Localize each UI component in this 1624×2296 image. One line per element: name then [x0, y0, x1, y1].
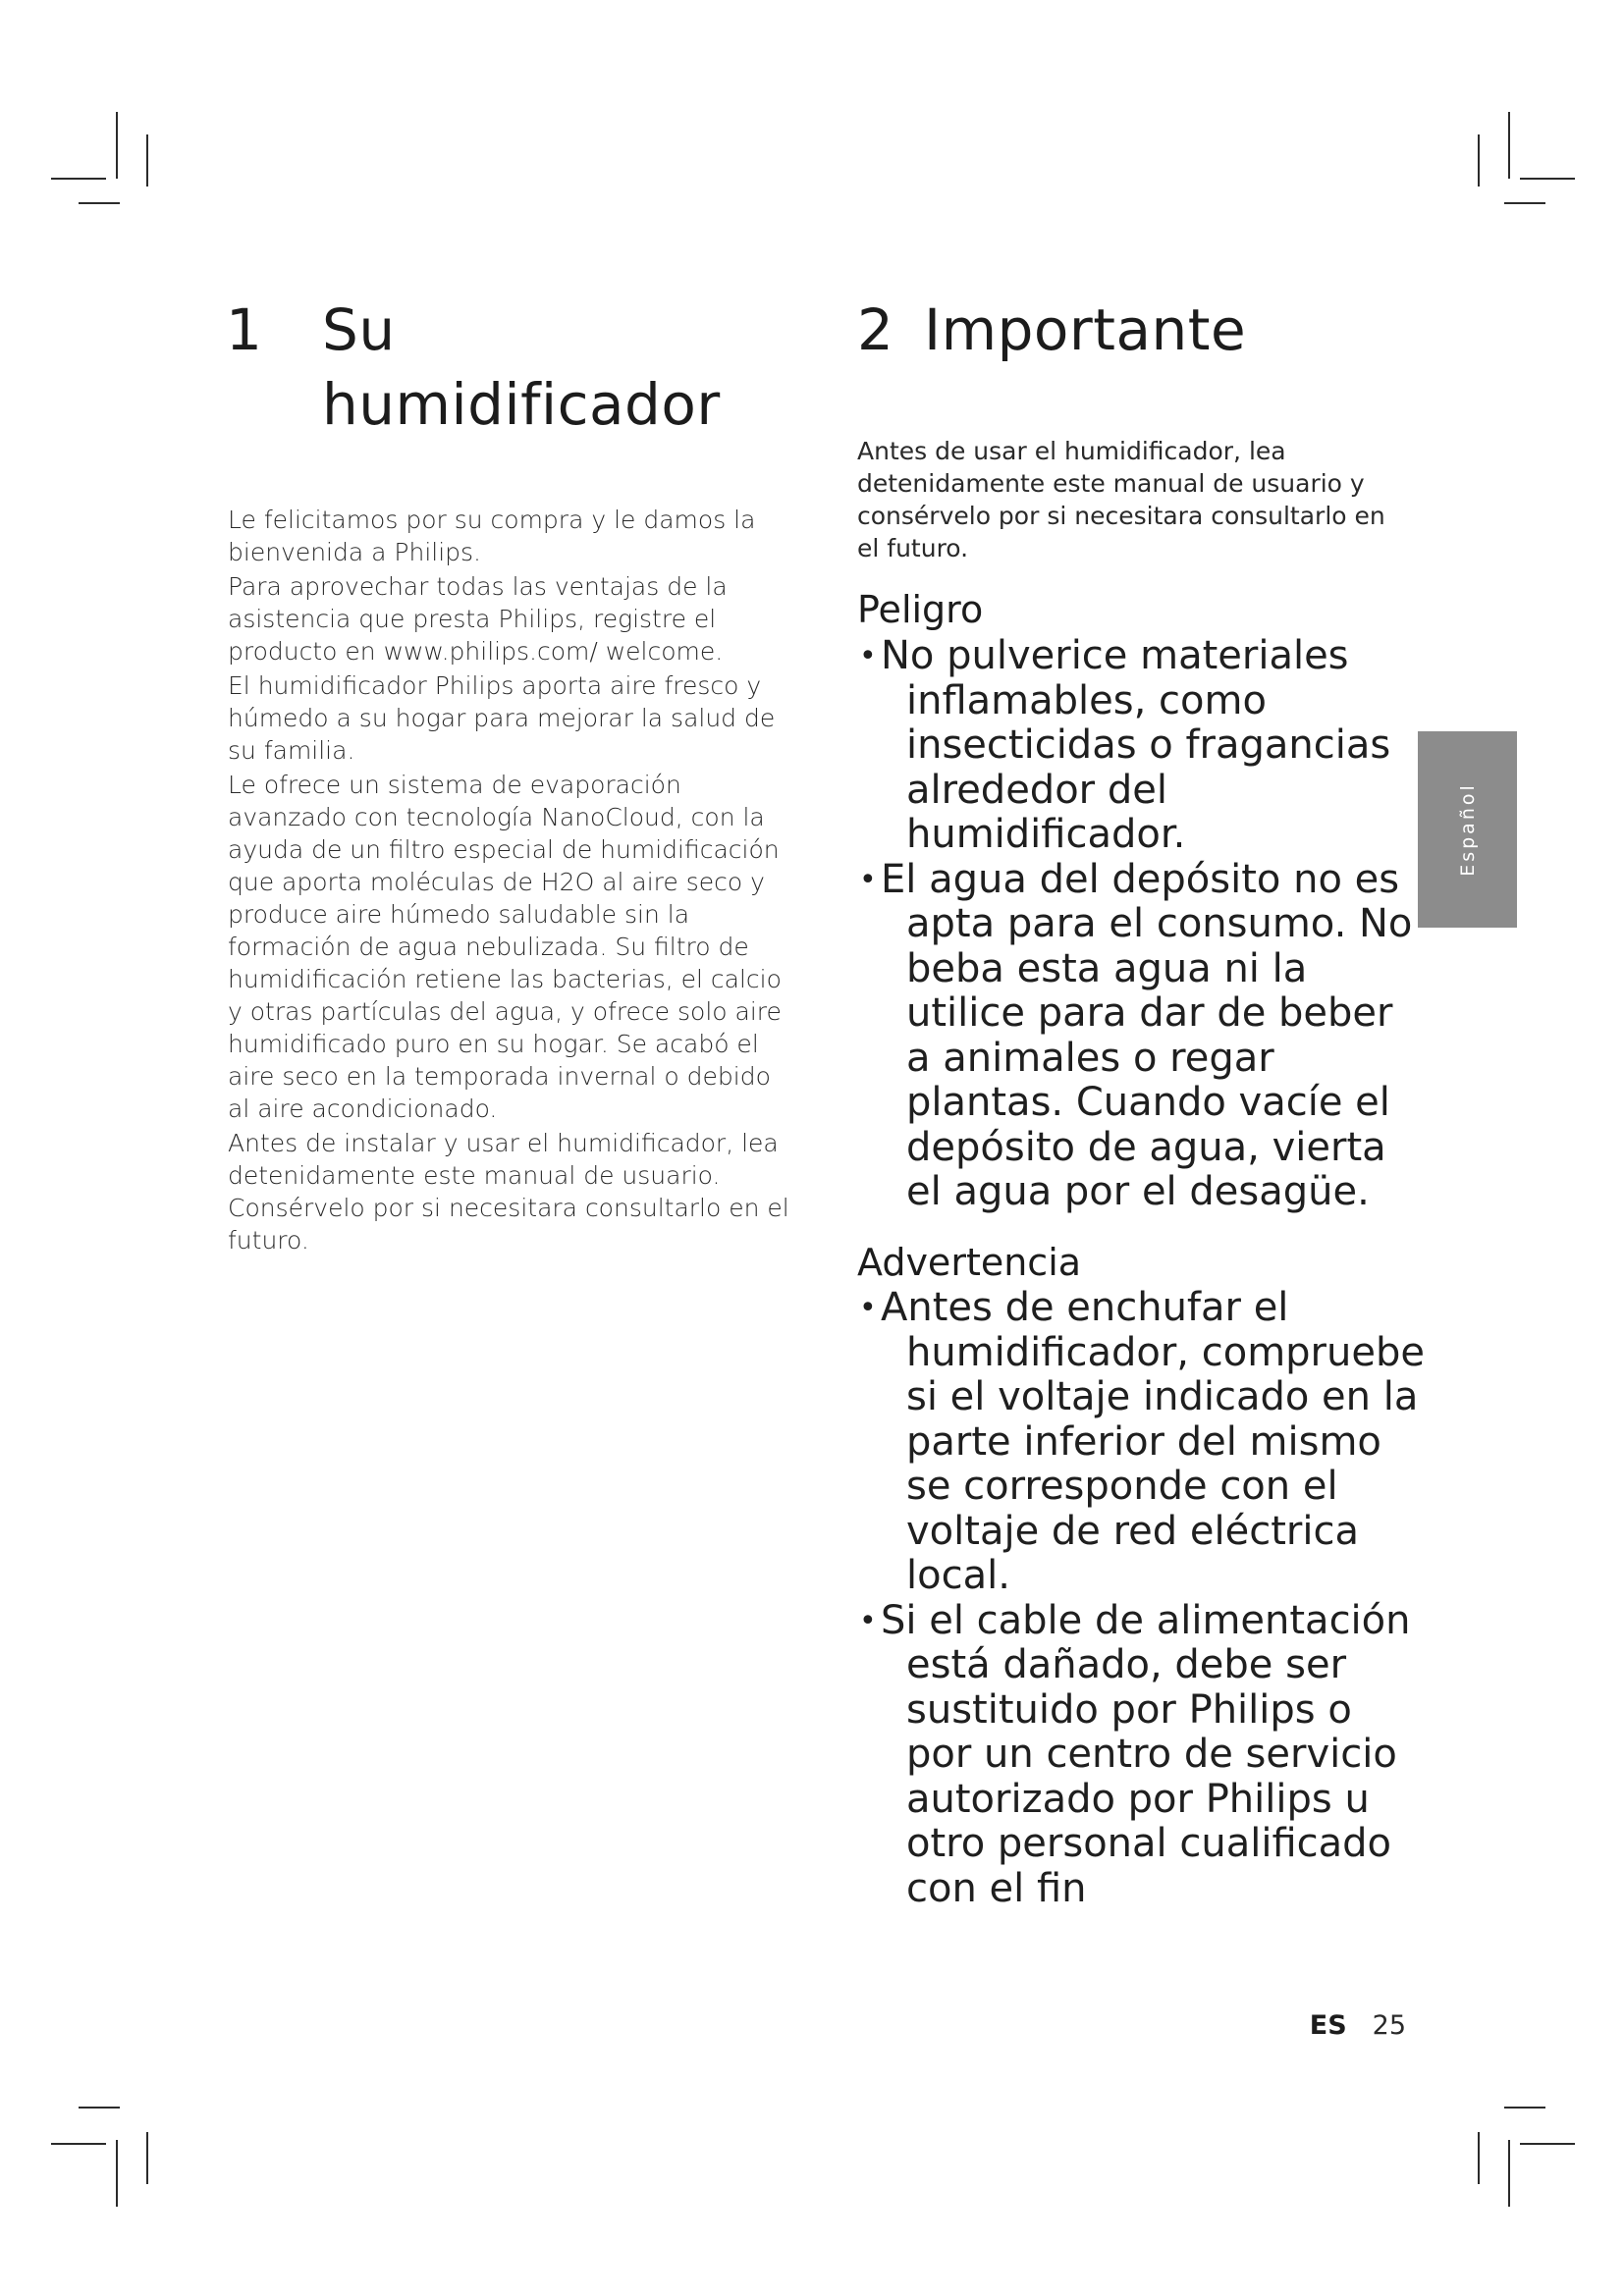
section-number: 2 [857, 296, 894, 363]
paragraph: Le ofrece un sistema de evaporación avanzado con tecnología NanoCloud, con la ayuda de un filtro especial de humidificación que aporta moléculas de H2O al aire seco y produce aire húmedo saludable sin la formación de agua nebulizada. Su filtro de humidificación retiene las bacterias, el calcio y otras partículas del agua, y ofrece solo aire humidificado puro en su hogar. Se acabó el aire seco en la temporada invernal o debido al aire acondicionado. [228, 771, 782, 1123]
language-tab [1418, 731, 1517, 928]
section-2-intro: Antes de usar el humidificador, lea detenidamente este manual de usuario y consérvelo por si necesitara consultarlo en el futuro. [857, 437, 1385, 562]
bullet-icon: • [859, 1603, 877, 1638]
peligro-heading: Peligro [857, 588, 984, 631]
list-item-text: Si el cable de alimentación está dañado, debe ser sustituido por Philips o por un centro de servicio autorizado por Philips u otro personal cualificado con el fin [881, 1597, 1411, 1911]
advertencia-list [857, 1286, 1427, 1911]
paragraph: Para aprovechar todas las ventajas de la asistencia que presta Philips, registre el producto en www.philips.com/ welcome. [228, 572, 728, 666]
list-item [857, 1599, 1427, 1912]
paragraph: Antes de instalar y usar el humidificador, lea detenidamente este manual de usuario. Consérvelo por si necesitara consultarlo en el futuro. [228, 1129, 789, 1255]
advertencia-heading: Advertencia [857, 1241, 1082, 1284]
list-item-text: No pulverice materiales inflamables, como insecticidas o fragancias alrededor del humidificador. [881, 633, 1391, 857]
peligro-list [857, 634, 1427, 1215]
page-footer [1310, 2010, 1406, 2041]
list-item [857, 634, 1427, 858]
bullet-icon: • [859, 862, 877, 897]
bullet-icon: • [859, 639, 877, 673]
language-code: ES [1309, 2010, 1347, 2041]
section-1-body [228, 504, 797, 1258]
list-item [857, 858, 1427, 1215]
list-item [857, 1286, 1427, 1599]
paragraph: El humidificador Philips aporta aire fresco y húmedo a su hogar para mejorar la salud de su familia. [228, 671, 776, 765]
bullet-icon: • [859, 1291, 877, 1325]
list-item-text: El agua del depósito no es apta para el consumo. No beba esta agua ni la utilice para dar de beber a animales o regar plantas. Cuando vacíe el depósito de agua, vierta el agua por el desagüe. [881, 856, 1413, 1214]
paragraph: Le felicitamos por su compra y le damos la bienvenida a Philips. [228, 506, 756, 566]
list-item-text: Antes de enchufar el humidificador, compruebe si el voltaje indicado en la parte inferior del mismo se corresponde con el voltaje de red eléctrica local. [881, 1285, 1425, 1598]
section-2-title [857, 293, 1246, 367]
section-title-line: humidificador [322, 371, 721, 438]
section-title-line: Su [322, 296, 396, 363]
section-title-text: Importante [924, 296, 1247, 363]
page-number: 25 [1372, 2010, 1406, 2041]
section-1-title [226, 293, 721, 442]
section-number: 1 [226, 296, 263, 363]
language-tab-label: Español [1456, 782, 1479, 877]
